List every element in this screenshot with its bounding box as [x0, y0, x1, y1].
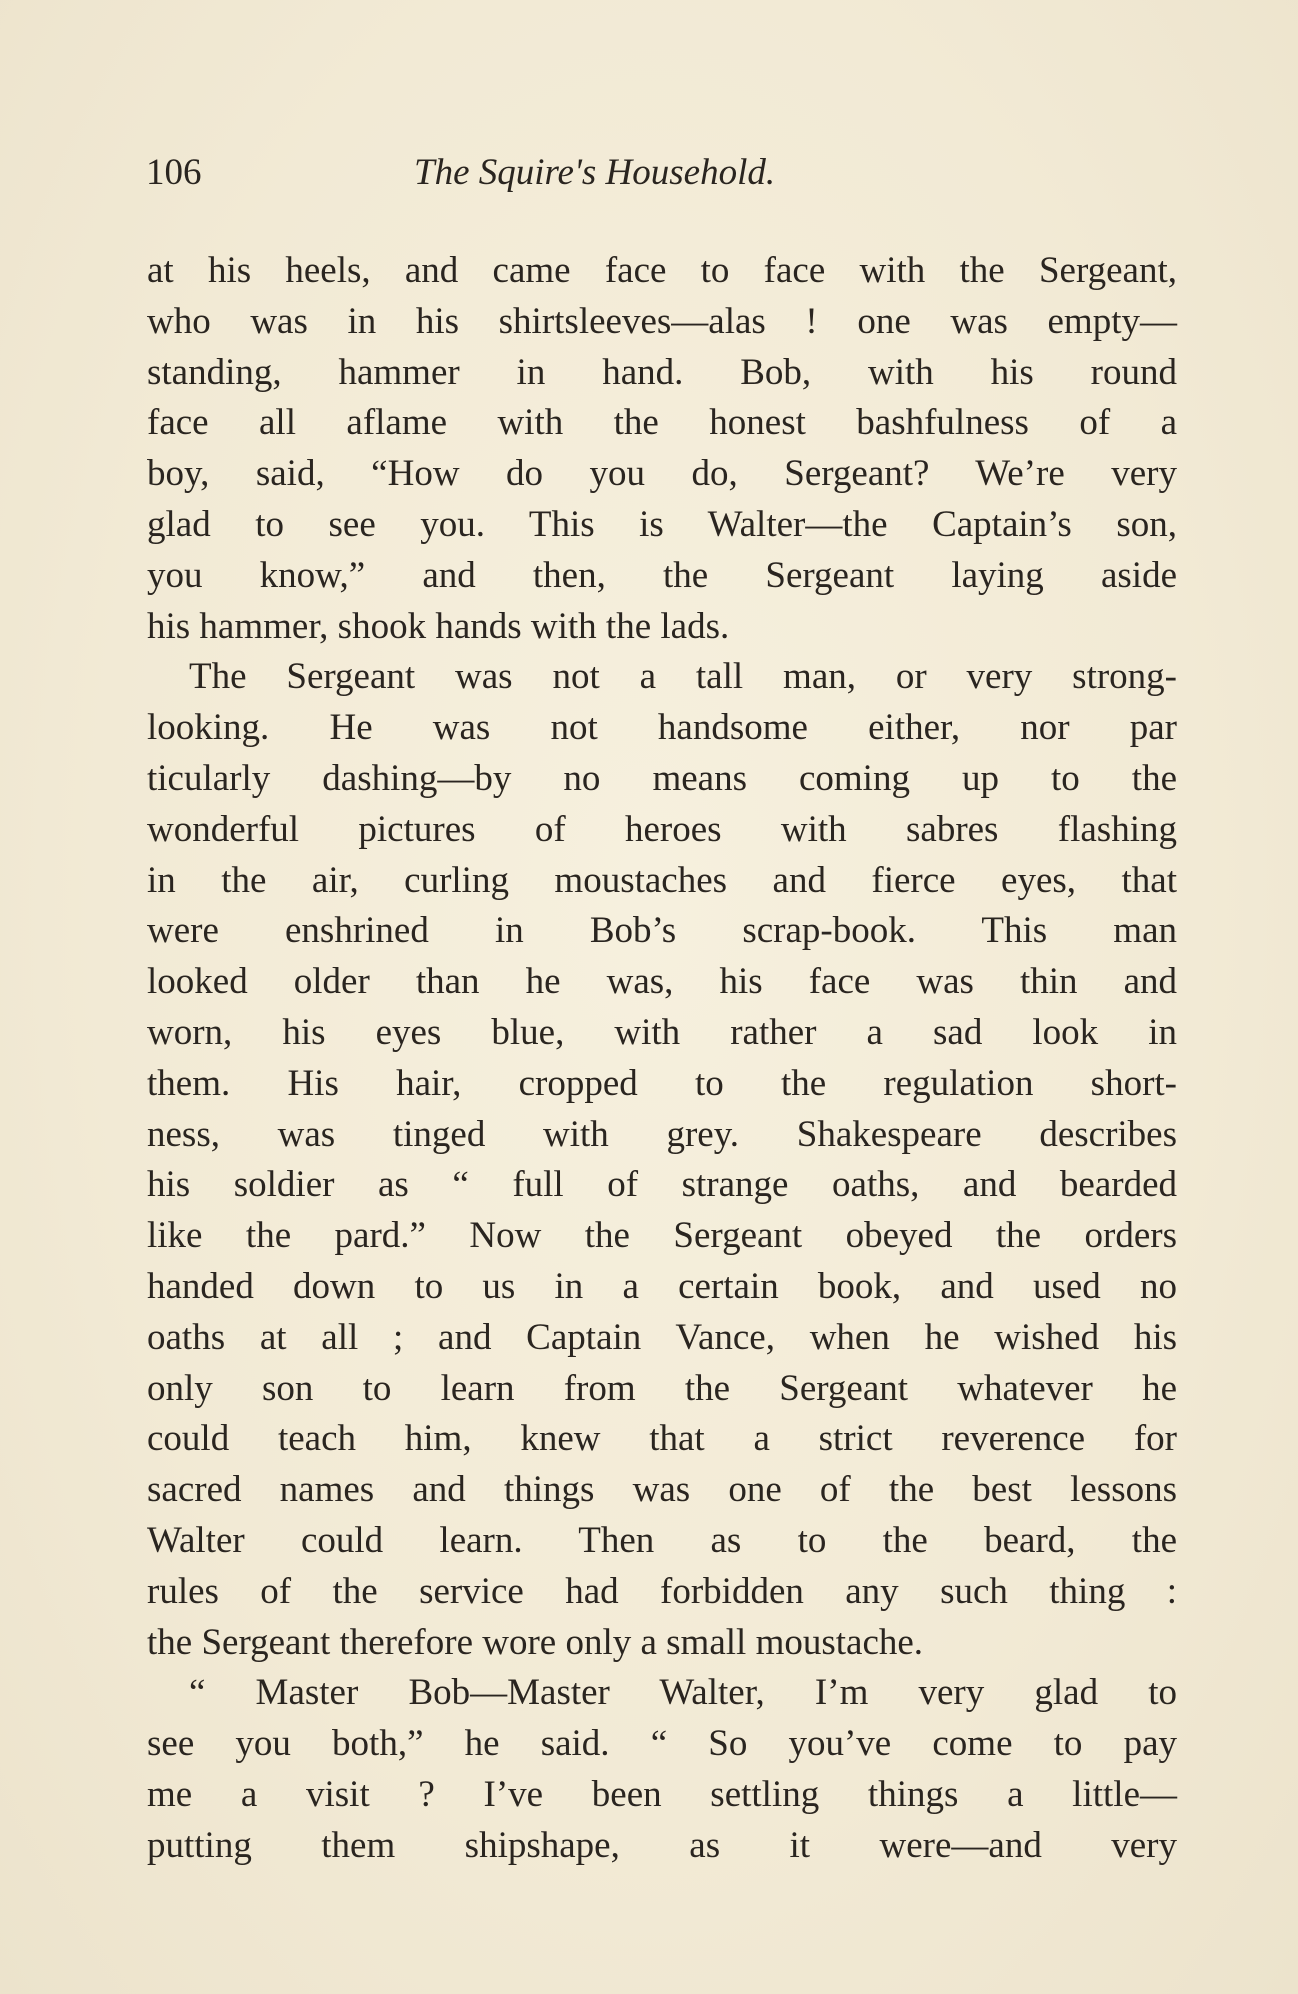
text-line: me a visit ? I’ve been settling things a little—	[147, 1773, 1177, 1815]
text-line: his hammer, shook hands with the lads.	[147, 605, 730, 647]
text-line: rules of the service had forbidden any such thing :	[147, 1570, 1177, 1612]
text-line: ness, was tinged with grey. Shakespeare describes	[147, 1113, 1177, 1155]
text-line: in the air, curling moustaches and fierce eyes, that	[147, 859, 1177, 901]
text-line: glad to see you. This is Walter—the Captain’s son,	[147, 503, 1177, 545]
text-line: looking. He was not handsome either, nor par	[147, 707, 1177, 749]
text-line: putting them shipshape, as it were—and very	[147, 1824, 1177, 1866]
text-line: “ Master Bob—Master Walter, I’m very glad to	[189, 1672, 1177, 1714]
text-line: his soldier as “ full of strange oaths, and bearded	[147, 1164, 1177, 1206]
text-line: see you both,” he said. “ So you’ve come to pay	[147, 1723, 1177, 1765]
text-line: could teach him, knew that a strict reverence for	[147, 1418, 1177, 1460]
text-line: face all aflame with the honest bashfulness of a	[147, 402, 1177, 444]
text-line: you know,” and then, the Sergeant laying aside	[147, 554, 1177, 596]
running-title: The Squire's Household.	[414, 152, 776, 193]
text-line: The Sergeant was not a tall man, or very strong-	[189, 656, 1177, 698]
text-line: them. His hair, cropped to the regulation short-	[147, 1062, 1177, 1104]
page-header	[146, 148, 1176, 198]
text-line: like the pard.” Now the Sergeant obeyed the orders	[147, 1215, 1177, 1257]
text-line: worn, his eyes blue, with rather a sad look in	[147, 1011, 1177, 1053]
text-line: sacred names and things was one of the best lessons	[147, 1469, 1177, 1511]
text-line: who was in his shirtsleeves—alas ! one was empty—	[147, 300, 1177, 342]
text-line: looked older than he was, his face was thin and	[147, 961, 1177, 1003]
text-line: standing, hammer in hand. Bob, with his round	[147, 351, 1177, 393]
text-line: at his heels, and came face to face with the Sergeant,	[147, 250, 1177, 291]
text-line: oaths at all ; and Captain Vance, when he wished his	[147, 1316, 1177, 1358]
text-line: boy, said, “How do you do, Sergeant? We’re very	[147, 453, 1177, 495]
text-line: handed down to us in a certain book, and used no	[147, 1265, 1177, 1307]
text-line: only son to learn from the Sergeant whatever he	[147, 1367, 1177, 1409]
text-line: wonderful pictures of heroes with sabres flashing	[147, 808, 1177, 850]
text-line: ticularly dashing—by no means coming up to the	[147, 757, 1177, 799]
body-text	[147, 246, 1177, 1872]
text-line: were enshrined in Bob’s scrap-book. This man	[147, 910, 1177, 952]
text-line: Walter could learn. Then as to the beard, the	[147, 1519, 1177, 1561]
text-line: the Sergeant therefore wore only a small moustache.	[147, 1621, 924, 1663]
page-number: 106	[146, 152, 202, 193]
